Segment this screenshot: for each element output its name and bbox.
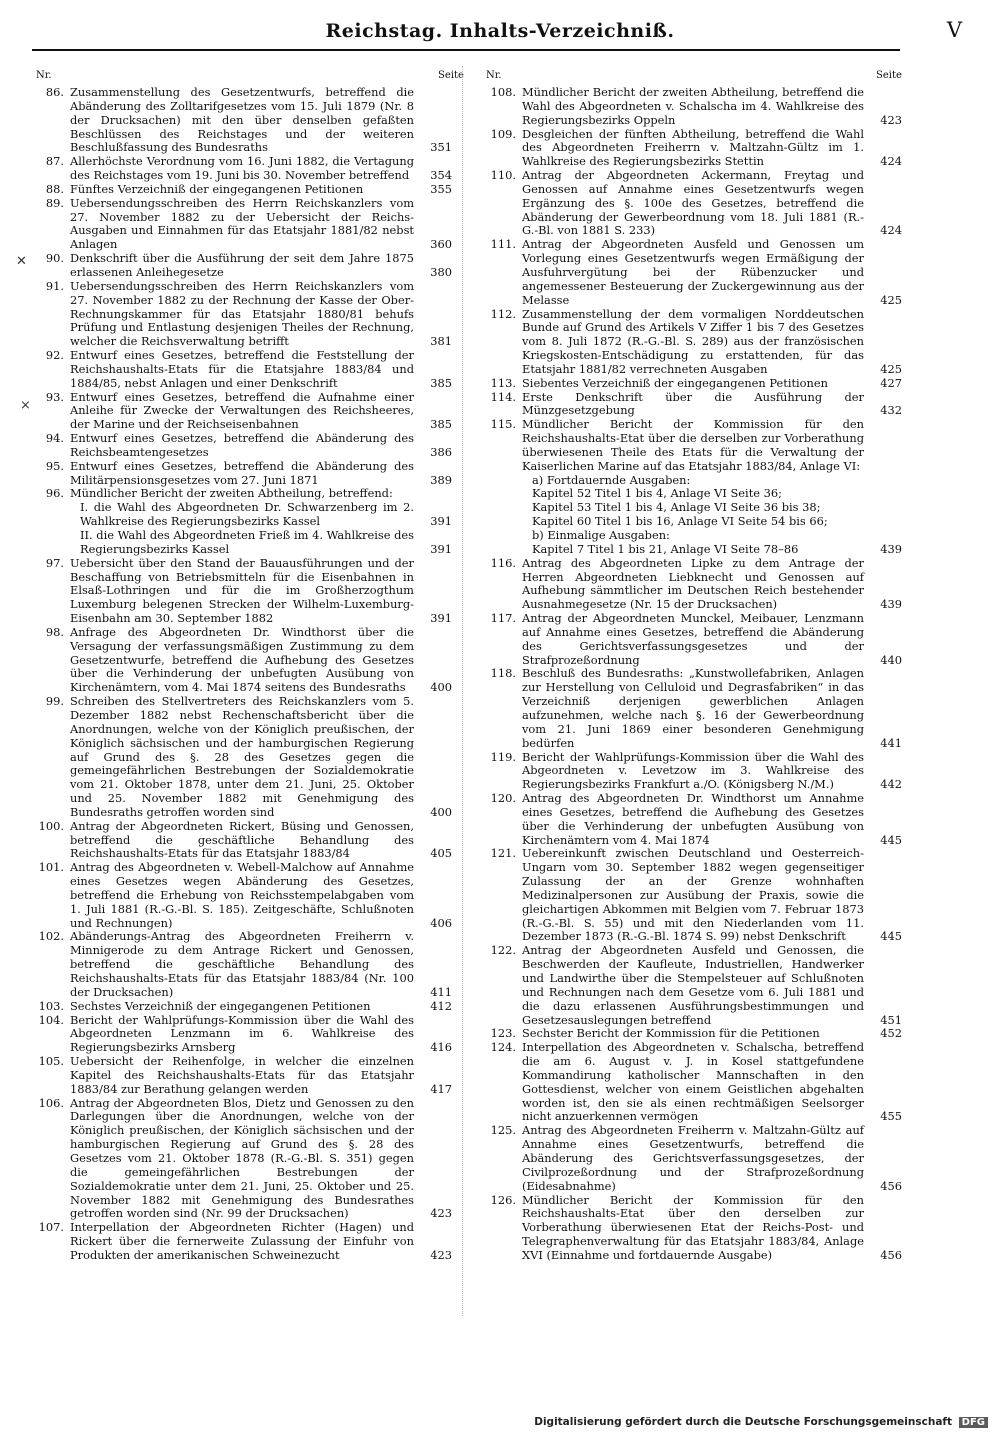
entry-page: 423 [880, 112, 902, 127]
entry-number: 117. [490, 611, 516, 626]
entry-number: 90. [45, 251, 64, 266]
subentry-text: Kapitel 52 Titel 1 bis 4, Anlage VI Seite 36; [532, 486, 782, 501]
right-column [484, 86, 902, 1263]
entry-text: Erste Denkschrift über die Ausführung der Münzgesetzgebung [522, 389, 864, 418]
entry-page: 442 [880, 777, 902, 792]
toc-subentry [484, 501, 902, 515]
entry-number: 121. [490, 846, 516, 861]
entry-text: Allerhöchste Verordnung vom 16. Juni 1882, die Vertagung des Reichstages vom 19. Juni bis 30. November betreffend [70, 154, 414, 183]
entry-number: 103. [38, 998, 64, 1013]
toc-entry [32, 1055, 452, 1097]
entry-number: 100. [38, 818, 64, 833]
entry-number: 123. [490, 1026, 516, 1041]
entry-page: 354 [430, 168, 452, 183]
entry-number: 109. [490, 126, 516, 141]
page-header [0, 18, 1000, 48]
toc-entry [32, 1097, 452, 1222]
entry-text: Antrag der Abgeordneten Munckel, Meibauer, Lenzmann auf Annahme eines Gesetzes, betreffend die Abänderung des Gerichtsverfassungsgesetzes und der Strafprozeßordnung [522, 611, 864, 667]
entry-page: 389 [430, 472, 452, 487]
toc-subentry [32, 501, 452, 529]
entry-number: 115. [490, 417, 516, 432]
toc-entry [32, 460, 452, 488]
toc-entry [32, 1000, 452, 1014]
entry-text: Uebersendungsschreiben des Herrn Reichskanzlers vom 27. November 1882 zu der Uebersicht der Reichs-Ausgaben und Einnahmen für das Etatsjahr 1881/82 nebst Anlagen [70, 195, 414, 252]
entry-page: 441 [880, 735, 902, 750]
toc-entry [32, 86, 452, 155]
entry-number: 106. [38, 1095, 64, 1110]
entry-number: 119. [490, 749, 516, 764]
seite-label-right: Seite [876, 70, 902, 81]
subentry-page: 391 [430, 541, 452, 556]
dfg-logo: DFG [959, 1417, 988, 1428]
entry-page: 456 [880, 1247, 902, 1262]
entry-page: 385 [430, 417, 452, 432]
entry-number: 122. [490, 943, 516, 958]
page-title: Reichstag. Inhalts-Verzeichniß. [325, 20, 675, 42]
toc-entry [484, 944, 902, 1027]
entry-text: Antrag der Abgeordneten Blos, Dietz und Genossen zu den Darlegungen über die Anordnungen, welche von der Königlich preußischen, der Königlich sächsischen und der hamburgischen Regierung auf Grund des §. 28 des Gesetzes vom 21. Oktober 1878 (R.-G.-Bl. S. 351) gegen die gemeingefährlichen Bestrebungen der Sozialdemokratie unter dem 21. Juni, 25. Oktober und 25. November 1882 mit Genehmigung des Bundesrathes getroffen worden sind (Nr. 99 der Drucksachen) [70, 1095, 414, 1221]
entry-page: 391 [430, 611, 452, 626]
toc-entry [32, 695, 452, 820]
nr-label-left: Nr. [36, 70, 52, 81]
entry-text: Mündlicher Bericht der Kommission für den Reichshaushalts-Etat über die derselben zur Vorberathung überwiesenen Theile des Etats für die Verwaltung der Kaiserlichen Marine auf das Etatsjahr 1883/84, Anlage VI: [522, 417, 864, 473]
entry-text: Abänderungs-Antrag des Abgeordneten Freiherrn v. Minnigerode zu dem Antrage Rickert und Genossen, betreffend die geschäftliche Behandlung des Reichshaushalts-Etats für das Etatsjahr 1883/84 (Nr. 100 der Drucksachen) [70, 929, 414, 999]
toc-entry [484, 377, 902, 391]
toc-entry [32, 432, 452, 460]
entry-page: 427 [880, 375, 902, 390]
toc-entry [484, 751, 902, 793]
entry-page: 455 [880, 1109, 902, 1124]
entry-text: Antrag der Abgeordneten Ackermann, Freytag und Genossen auf Annahme eines Gesetzentwurfs wegen Ergänzung des §. 100e des Gesetzes, betreffend die Abänderung der Gewerbeordnung vom 18. Juli 1881 (R.-G.-Bl. von 1881 S. 233) [522, 168, 864, 238]
toc-entry [32, 1014, 452, 1056]
entry-text: Sechster Bericht der Kommission für die Petitionen [522, 1026, 820, 1041]
entry-number: 118. [490, 666, 516, 681]
toc-entry [32, 252, 452, 280]
footer-text: Digitalisierung gefördert durch die Deutsche Forschungsgemeinschaft [534, 1416, 952, 1428]
subentry-text: b) Einmalige Ausgaben: [532, 528, 670, 542]
toc-subentry [484, 474, 902, 488]
entry-number: 87. [45, 154, 64, 169]
entry-text: Interpellation des Abgeordneten v. Schalscha, betreffend die am 6. August v. J. in Kosel stattgefundene Kommandirung katholischer Mannschaften in den Gottesdienst, welcher von einem Geistlichen abgehalten worden ist, den sie als einen rechtmäßigen Seelsorger nicht anzuerkennen vermögen [522, 1040, 864, 1124]
entry-number: 86. [45, 85, 64, 99]
entry-number: 124. [490, 1040, 516, 1055]
entry-text: Fünftes Verzeichniß der eingegangenen Petitionen [70, 181, 364, 196]
entry-number: 89. [45, 195, 64, 210]
entry-page: 424 [880, 223, 902, 238]
entry-text: Entwurf eines Gesetzes, betreffend die Abänderung des Reichsbeamtengesetzes [70, 431, 414, 459]
subentry-text: Kapitel 7 Titel 1 bis 21, Anlage VI Seite 78–86 [532, 541, 799, 556]
entry-number: 113. [490, 375, 516, 390]
nr-label-right: Nr. [486, 70, 502, 81]
entry-text: Entwurf eines Gesetzes, betreffend die Aufnahme einer Anleihe für Zwecke der Verwaltungen des Reichsheeres, der Marine und der Reichseisenbahnen [70, 389, 414, 432]
entry-page: 351 [430, 140, 452, 155]
entry-text: Uebersendungsschreiben des Herrn Reichskanzlers vom 27. November 1882 zu der Rechnung der Kasse der Ober-Rechnungskammer für das Etatsjahr 1880/81 behufs Prüfung und Entlastung desjenigen Theiles der Rechnung, welcher die Reichsverwaltung betrifft [70, 278, 414, 349]
entry-page: 439 [880, 597, 902, 612]
entry-text: Uebersicht der Reihenfolge, in welcher die einzelnen Kapitel des Reichshaushalts-Etats für das Etatsjahr 1883/84 zur Berathung gelangen werden [70, 1054, 414, 1096]
toc-subentry [484, 543, 902, 557]
toc-entry [484, 238, 902, 307]
entry-text: Schreiben des Stellvertreters des Reichskanzlers vom 5. Dezember 1882 nebst Rechenschaftsbericht über die Anordnungen, welche von der Königlich preußischen, der Königlich sächsischen und der hamburgischen Regierung auf Grund des §. 28 des Gesetzes gegen die gemeingefährlichen Bestrebungen der Sozialdemokratie vom 21. Oktober 1878, unter dem 21. Juni, 25. Oktober und 25. November 1882 mit Genehmigung des Bundesraths getroffen worden sind [70, 694, 414, 819]
toc-entry [484, 1124, 902, 1193]
toc-entry [484, 1194, 902, 1263]
entry-number: 120. [490, 791, 516, 806]
toc-entry [484, 418, 902, 473]
entry-number: 114. [490, 389, 516, 404]
entry-page: 423 [430, 1247, 452, 1262]
entry-text: Antrag des Abgeordneten Lipke zu dem Antrage der Herren Abgeordneten Liebknecht und Genossen auf Aufhebung sämmtlicher im Deutschen Reich bestehender Ausnahmegesetze (Nr. 15 der Drucksachen) [522, 555, 864, 612]
entry-page: 425 [880, 361, 902, 376]
entry-number: 96. [45, 486, 64, 501]
entry-text: Entwurf eines Gesetzes, betreffend die Abänderung des Militärpensionsgesetzes vom 27. Juni 1871 [70, 458, 414, 487]
entry-number: 102. [38, 929, 64, 944]
toc-entry [32, 930, 452, 999]
entry-number: 104. [38, 1012, 64, 1027]
entry-page: 386 [430, 444, 452, 459]
subentry-page: 391 [430, 514, 452, 529]
entry-page: 385 [430, 375, 452, 390]
footer-credit [534, 1416, 988, 1428]
entry-text: Uebersicht über den Stand der Bauausführungen und der Beschaffung von Betriebsmitteln für die Eisenbahnen in Elsaß-Lothringen und für die im Großherzogthum Luxemburg belegenen Strecken der Wilhelm-Luxemburg-Eisenbahn am 30. September 1882 [70, 555, 414, 626]
entry-page: 445 [880, 929, 902, 944]
entry-text: Antrag des Abgeordneten Freiherrn v. Maltzahn-Gültz auf Annahme eines Gesetzentwurfs, betreffend die Abänderung des Gerichtsverfassungsgesetzes, der Civilprozeßordnung und der Strafprozeßordnung (Eidesabnahme) [522, 1123, 864, 1193]
toc-subentry [484, 529, 902, 543]
entry-page: 400 [430, 804, 452, 819]
entry-number: 98. [45, 624, 64, 639]
entry-number: 93. [45, 389, 64, 404]
toc-entry [32, 557, 452, 626]
entry-number: 111. [490, 237, 516, 252]
entry-page: 423 [430, 1206, 452, 1221]
entry-text: Mündlicher Bericht der Kommission für den Reichshaushalts-Etat über den derselben zur Vorberathung überwiesenen Etat der Reichs-Post- und Telegraphenverwaltung für das Etatsjahr 1883/84, Anlage XVI (Einnahme und fortdauernde Ausgabe) [522, 1192, 864, 1262]
subentry-text: I. die Wahl des Abgeordneten Dr. Schwarzenberg im 2. Wahlkreise des Regierungsbezirks Kassel [80, 500, 414, 529]
margin-annotation: × [20, 398, 31, 413]
toc-entry [484, 847, 902, 944]
toc-entry [32, 626, 452, 695]
margin-annotation: ✕ [16, 254, 27, 269]
seite-label-left: Seite [438, 70, 464, 81]
toc-entry [32, 1221, 452, 1263]
entry-page: 452 [880, 1026, 902, 1041]
toc-subentry [484, 515, 902, 529]
entry-page: 400 [430, 680, 452, 695]
entry-text: Beschluß des Bundesraths: „Kunstwollefabriken, Anlagen zur Herstellung von Celluloid und Degrasfabriken“ in das Verzeichniß derjenigen gewerblichen Anlagen aufzunehmen, welche nach §. 16 der Gewerbeordnung vom 21. Juni 1869 einer besonderen Genehmigung bedürfen [522, 666, 864, 750]
entry-page: 440 [880, 652, 902, 667]
entry-number: 97. [45, 555, 64, 570]
entry-text: Entwurf eines Gesetzes, betreffend die Feststellung der Reichshaushalts-Etats für die Etatsjahre 1883/84 und 1884/85, nebst Anlagen und einer Denkschrift [70, 348, 414, 390]
entry-number: 110. [490, 168, 516, 183]
entry-text: Antrag des Abgeordneten v. Webell-Malchow auf Annahme eines Gesetzes wegen Abänderung des Gesetzes, betreffend die Erhebung von Reichsstempelabgaben vom 1. Juli 1881 (R.-G.-Bl. S. 185). Zeitgeschäfte, Schlußnoten und Rechnungen) [70, 860, 414, 930]
entry-number: 125. [490, 1123, 516, 1138]
toc-entry [32, 861, 452, 930]
entry-page: 355 [430, 181, 452, 196]
entry-text: Antrag des Abgeordneten Dr. Windthorst um Annahme eines Gesetzes, betreffend die Aufhebung des Gesetzes über die Verhinderung der unbefugten Ausübung von Kirchenämtern vom 4. Mai 1874 [522, 791, 864, 847]
toc-entry [484, 612, 902, 667]
toc-entry [32, 197, 452, 252]
entry-text: Antrag der Abgeordneten Ausfeld und Genossen um Vorlegung eines Gesetzentwurfs wegen Ermäßigung der Ausfuhrvergütung bei der Rübenzucker und angemessener Besteuerung der Zuckergewinnung aus der Melasse [522, 237, 864, 307]
header-rule [32, 49, 900, 51]
entry-number: 91. [45, 278, 64, 293]
entry-text: Antrag der Abgeordneten Ausfeld und Genossen, die Beschwerden der Kaufleute, Industriellen, Handwerker und Landwirthe über die Stempelsteuer auf Schlußnoten und Rechnungen nach dem Gesetze vom 6. Juli 1881 und die dazu erlassenen Ausführungsbestimmungen und Gesetzesauslegungen betreffend [522, 943, 864, 1027]
entry-number: 92. [45, 348, 64, 363]
column-divider [462, 66, 464, 1316]
toc-entry [32, 155, 452, 183]
subentry-text: II. die Wahl des Abgeordneten Frieß im 4. Wahlkreise des Regierungsbezirks Kassel [80, 528, 414, 556]
entry-page: 432 [880, 403, 902, 418]
entry-number: 88. [45, 181, 64, 196]
entry-text: Denkschrift über die Ausführung der seit dem Jahre 1875 erlassenen Anleihegesetze [70, 251, 414, 279]
entry-number: 105. [38, 1054, 64, 1069]
toc-entry [32, 487, 452, 501]
toc-entry [484, 169, 902, 238]
entry-text: Sechstes Verzeichniß der eingegangenen Petitionen [70, 998, 371, 1013]
entry-page: 405 [430, 846, 452, 861]
entry-text: Bericht der Wahlprüfungs-Kommission über die Wahl des Abgeordneten Lenzmann im 6. Wahlkreise des Regierungsbezirks Arnsberg [70, 1012, 414, 1055]
toc-entry [484, 1027, 902, 1041]
entry-text: Bericht der Wahlprüfungs-Kommission über die Wahl des Abgeordneten v. Levetzow im 3. Wahlkreise des Regierungsbezirks Frankfurt a./O. (Königsberg N./M.) [522, 749, 864, 792]
entry-page: 416 [430, 1040, 452, 1055]
entry-number: 99. [45, 694, 64, 709]
toc-entry [484, 86, 902, 128]
page-number: V [946, 18, 962, 42]
toc-entry [484, 308, 902, 377]
entry-page: 380 [430, 264, 452, 279]
entry-page: 411 [430, 984, 452, 999]
entry-page: 381 [430, 334, 452, 349]
entry-page: 406 [430, 915, 452, 930]
entry-number: 126. [490, 1192, 516, 1207]
entry-page: 360 [430, 237, 452, 252]
entry-text: Siebentes Verzeichniß der eingegangenen Petitionen [522, 375, 828, 390]
entry-page: 412 [430, 998, 452, 1013]
toc-entry [32, 391, 452, 433]
left-column [32, 86, 452, 1263]
toc-entry [484, 667, 902, 750]
entry-text: Zusammenstellung des Gesetzentwurfs, betreffend die Abänderung des Zolltarifgesetzes vom 15. Juli 1879 (Nr. 8 der Drucksachen) mit den über denselben gefaßten Beschlüssen des Reichstages und der weiteren Beschlußfassung des Bundesraths [70, 85, 414, 155]
entry-page: 445 [880, 832, 902, 847]
entry-page: 417 [430, 1081, 452, 1096]
entry-number: 112. [490, 306, 516, 321]
entry-text: Anfrage des Abgeordneten Dr. Windthorst über die Versagung der verfassungsmäßigen Zustimmung zu dem Gesetzentwurfe, betreffend die Aufhebung des Gesetzes über die Verhinderung der unbefugten Ausübung von Kirchenämtern, vom 4. Mai 1874 seitens des Bundesraths [70, 624, 414, 695]
entry-text: Interpellation der Abgeordneten Richter (Hagen) und Rickert über die fernerweite Zulassung der Einfuhr von Produkten der amerikanischen Schweinezucht [70, 1220, 414, 1262]
toc-entry [484, 792, 902, 847]
entry-text: Zusammenstellung der dem vormaligen Norddeutschen Bunde auf Grund des Artikels V Ziffer 1 bis 7 des Gesetzes vom 8. Juli 1872 (R.-G.-Bl. S. 289) aus der französischen Kriegskosten-Entschädigung zu erstattenden, für das Etatsjahr 1881/82 verrechneten Ausgaben [522, 306, 864, 376]
subentry-text: Kapitel 53 Titel 1 bis 4, Anlage VI Seite 36 bis 38; [532, 500, 821, 515]
entry-number: 101. [38, 860, 64, 875]
entry-text: Desgleichen der fünften Abtheilung, betreffend die Wahl des Abgeordneten Freiherrn v. Maltzahn-Gültz im 1. Wahlkreise des Regierungsbezirks Stettin [522, 126, 864, 169]
toc-entry [32, 183, 452, 197]
entry-text: Antrag der Abgeordneten Rickert, Büsing und Genossen, betreffend die geschäftliche Behandlung des Reichshaushalts-Etats für das Etatsjahr 1883/84 [70, 818, 414, 861]
toc-subentry [32, 529, 452, 557]
toc-entry [484, 1041, 902, 1124]
entry-number: 107. [38, 1220, 64, 1235]
entry-page: 456 [880, 1178, 902, 1193]
entry-page: 425 [880, 292, 902, 307]
toc-entry [484, 391, 902, 419]
subentry-text: a) Fortdauernde Ausgaben: [532, 472, 691, 487]
toc-entry [484, 128, 902, 170]
toc-entry [32, 820, 452, 862]
entry-text: Uebereinkunft zwischen Deutschland und Oesterreich-Ungarn vom 30. September 1882 wegen gegenseitiger Zulassung der an der Grenze wohnhaften Medizinalpersonen zur Ausübung der Praxis, sowie die gleichartigen Abkommen mit Belgien vom 7. Februar 1873 (R.-G.-Bl. S. 55) und mit den Niederlanden vom 11. Dezember 1873 (R.-G.-Bl. 1874 S. 99) nebst Denkschrift [522, 846, 864, 944]
entry-page: 451 [880, 1012, 902, 1027]
entry-number: 94. [45, 431, 64, 446]
subentry-text: Kapitel 60 Titel 1 bis 16, Anlage VI Seite 54 bis 66; [532, 514, 828, 529]
entry-number: 108. [490, 85, 516, 99]
entry-text: Mündlicher Bericht der zweiten Abtheilung, betreffend die Wahl des Abgeordneten v. Schalscha im 4. Wahlkreise des Regierungsbezirks Oppeln [522, 85, 864, 127]
toc-entry [484, 557, 902, 612]
subentry-page: 439 [880, 541, 902, 556]
toc-entry [32, 280, 452, 349]
entry-number: 116. [490, 555, 516, 570]
toc-entry [32, 349, 452, 391]
entry-text: Mündlicher Bericht der zweiten Abtheilung, betreffend: [70, 486, 393, 501]
entry-number: 95. [45, 458, 64, 473]
entry-page: 424 [880, 154, 902, 169]
toc-subentry [484, 487, 902, 501]
